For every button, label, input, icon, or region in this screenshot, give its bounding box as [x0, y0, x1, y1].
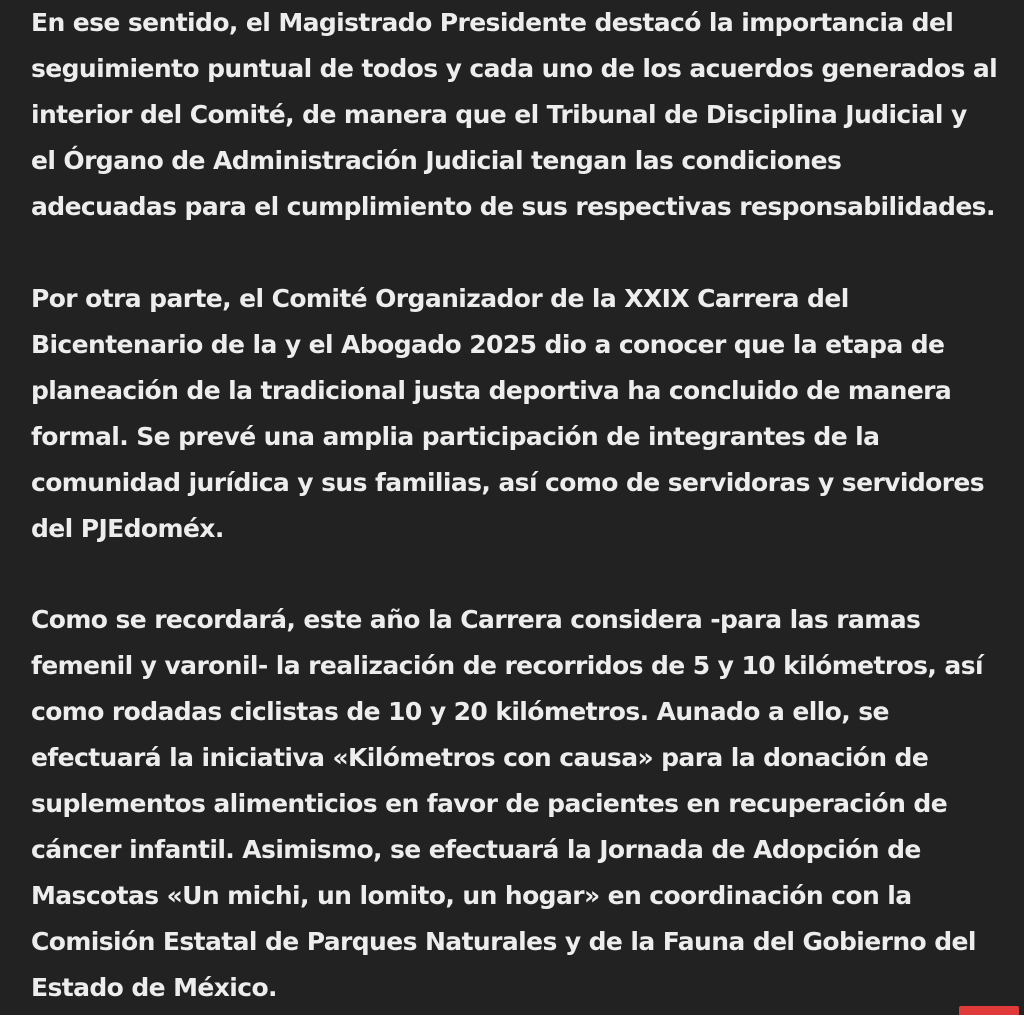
article-paragraph: En ese sentido, el Magistrado Presidente destacó la importancia del seguimiento puntual de todos y cada uno de los acuerdos generados al interior del Comité, de manera que el Tribunal de Disciplina Judicial y el Órgano de Administración Judicial tengan las condiciones adecuadas para el cumplimiento de sus respectivas responsabilidades.: [31, 8, 998, 221]
floating-action-tab[interactable]: [959, 1006, 1019, 1015]
article-paragraph: Como se recordará, este año la Carrera considera -para las ramas femenil y varonil- la realización de recorridos de 5 y 10 kilómetros, así como rodadas ciclistas de 10 y 20 kilómetros. Aunado a ello, se efectuará la iniciativa «Kilómetros con causa» para la donación de suplementos alimenticios en favor de pacientes en recuperación de cáncer infantil. Asimismo, se efectuará la Jornada de Adopción de Mascotas «Un michi, un lomito, un hogar» en coordinación con la Comisión Estatal de Parques Naturales y de la Fauna del Gobierno del Estado de México.: [31, 605, 983, 1002]
article-paragraph: Por otra parte, el Comité Organizador de la XXIX Carrera del Bicentenario de la y el Abogado 2025 dio a conocer que la etapa de planeación de la tradicional justa deportiva ha concluido de manera formal. Se prevé una amplia participación de integrantes de la comunidad jurídica y sus familias, así como de servidoras y servidores del PJEdoméx.: [31, 284, 985, 543]
